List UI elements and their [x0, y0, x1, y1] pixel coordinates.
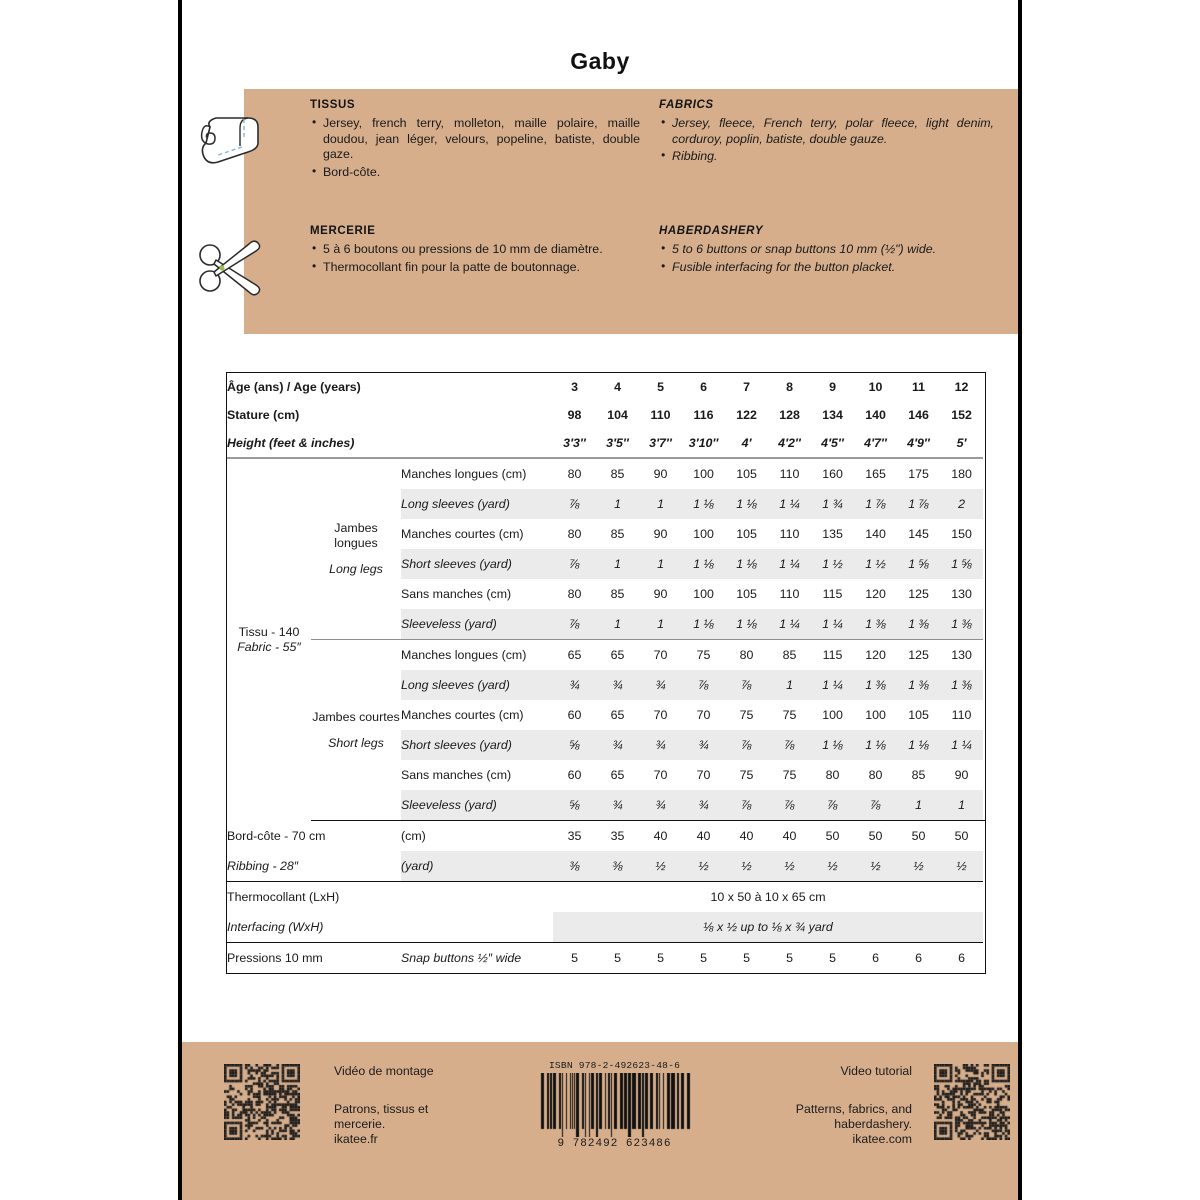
- data-cell: 80: [739, 648, 754, 662]
- header-cell: 152: [951, 408, 972, 422]
- haberdashery-en-list: [659, 242, 994, 275]
- header-cell: 5: [657, 380, 664, 394]
- data-cell: 5: [657, 951, 664, 965]
- data-cell: 1: [639, 549, 682, 579]
- data-cell: 85: [610, 467, 625, 481]
- leg-group-label-en: Short legs: [328, 735, 384, 750]
- data-cell: 1: [639, 489, 682, 519]
- header-cell: 4: [614, 380, 621, 394]
- header-cell: 9: [829, 380, 836, 394]
- data-cell: ⅞: [768, 790, 811, 820]
- header-cell: 110: [650, 408, 671, 422]
- data-cell: 120: [865, 587, 886, 601]
- data-cell: 115: [822, 648, 843, 662]
- data-cell: 35: [567, 829, 582, 843]
- header-cell: 3′3″: [563, 436, 586, 450]
- header-row-label: Stature (cm): [227, 408, 300, 422]
- row-label: Sans manches (cm): [401, 768, 512, 782]
- haberdashery-fr-list: [310, 242, 640, 275]
- pattern-back-cover-page: [178, 0, 1022, 1200]
- data-cell: ¾: [639, 670, 682, 700]
- data-cell: 40: [653, 829, 668, 843]
- footer-right-line4[interactable]: ikatee.com: [852, 1132, 912, 1146]
- data-cell: 115: [822, 587, 843, 601]
- data-cell: ⅞: [682, 670, 725, 700]
- fabrics-french-column: [310, 99, 640, 182]
- fabric-group-label: [227, 458, 311, 821]
- data-cell: 65: [610, 708, 625, 722]
- header-cell: 7: [743, 380, 750, 394]
- data-cell: 130: [951, 587, 972, 601]
- data-cell: ½: [725, 851, 768, 881]
- data-cell: 75: [696, 648, 711, 662]
- data-cell: 1 ⅝: [897, 549, 940, 579]
- isbn-text: ISBN 978-2-492623-48-6: [548, 1060, 681, 1071]
- header-cell: 4′7″: [864, 436, 887, 450]
- header-cell: 3: [571, 380, 578, 394]
- barcode-number: 9 782492 623486: [557, 1138, 672, 1150]
- data-cell: 1: [897, 790, 940, 820]
- row-label: Sans manches (cm): [401, 587, 512, 601]
- data-cell: 1 ¼: [768, 489, 811, 519]
- list-item: • Fusible interfacing for the button placket.: [659, 260, 994, 276]
- data-cell: 70: [653, 768, 668, 782]
- data-cell: 5: [786, 951, 793, 965]
- materials-info-panel: [244, 89, 1022, 334]
- footer-left-line1: Vidéo de montage: [334, 1064, 434, 1078]
- data-cell: 85: [610, 527, 625, 541]
- row-label: Short sleeves (yard): [401, 549, 553, 579]
- data-cell: 1 ⅛: [682, 489, 725, 519]
- haberdashery-french-column: [310, 225, 640, 277]
- table-header-row: [227, 373, 985, 401]
- table-header-row: [227, 401, 985, 429]
- header-cell: 104: [607, 408, 628, 422]
- qr-code-icon[interactable]: [224, 1064, 300, 1140]
- ribbing-label: Bord-côte - 70 cm: [227, 829, 326, 843]
- data-cell: 1 ⅛: [682, 609, 725, 640]
- data-cell: 60: [567, 708, 582, 722]
- header-cell: 3′5″: [606, 436, 629, 450]
- haberdashery-english-column: [659, 225, 994, 277]
- measurements-table-container: [226, 372, 986, 974]
- data-cell: ⅞: [725, 670, 768, 700]
- data-cell: 40: [739, 829, 754, 843]
- data-cell: ¾: [639, 730, 682, 760]
- header-cell: 3′10″: [688, 436, 719, 450]
- row-label: Sleeveless (yard): [401, 790, 553, 820]
- data-cell: ⅞: [811, 790, 854, 820]
- data-cell: 1 ¼: [940, 730, 983, 760]
- data-cell: 50: [911, 829, 926, 843]
- data-cell: 105: [736, 587, 757, 601]
- data-cell: 1 ¾: [811, 489, 854, 519]
- fabrics-en-title: FABRICS: [659, 99, 714, 111]
- row-label: Manches courtes (cm): [401, 527, 524, 541]
- footer-right-line3: haberdashery.: [834, 1117, 912, 1131]
- data-cell: 60: [567, 768, 582, 782]
- data-cell: 100: [822, 708, 843, 722]
- data-cell: 120: [865, 648, 886, 662]
- header-cell: 10: [868, 380, 883, 394]
- data-cell: ¾: [596, 730, 639, 760]
- footer-left-line2: Patrons, tissus et: [334, 1102, 429, 1116]
- list-item: • 5 à 6 boutons ou pressions de 10 mm de diamètre.: [310, 242, 640, 258]
- data-cell: 1 ⅜: [897, 609, 940, 640]
- data-cell: 40: [782, 829, 797, 843]
- data-cell: 110: [779, 587, 800, 601]
- data-cell: ⅞: [768, 730, 811, 760]
- data-cell: 75: [782, 768, 797, 782]
- data-cell: 2: [940, 489, 983, 519]
- data-cell: 6: [915, 951, 922, 965]
- data-cell: ½: [940, 851, 983, 881]
- data-cell: 1 ¼: [768, 609, 811, 640]
- list-item: • Bord-côte.: [310, 165, 640, 181]
- footer-left-text: [334, 1064, 434, 1147]
- data-cell: 85: [911, 768, 926, 782]
- data-cell: ½: [639, 851, 682, 881]
- header-row-label: Height (feet & inches): [227, 436, 355, 450]
- data-cell: ¾: [596, 790, 639, 820]
- data-cell: ⅞: [553, 489, 596, 519]
- data-cell: 1: [639, 609, 682, 640]
- fabrics-english-column: [659, 99, 994, 167]
- data-cell: 70: [696, 708, 711, 722]
- data-cell: 125: [908, 648, 929, 662]
- data-cell: 1 ⅜: [897, 670, 940, 700]
- data-cell: 135: [822, 527, 843, 541]
- page-title: Gaby: [570, 48, 630, 74]
- data-cell: 125: [908, 587, 929, 601]
- list-item: • Ribbing.: [659, 149, 994, 165]
- data-cell: 75: [739, 768, 754, 782]
- data-cell: 150: [951, 527, 972, 541]
- interfacing-value: ⅛ x ½ up to ⅛ x ¾ yard: [553, 912, 983, 942]
- data-cell: 70: [653, 648, 668, 662]
- data-cell: 6: [958, 951, 965, 965]
- snaps-label-en: Snap buttons ½″ wide: [401, 951, 522, 965]
- data-cell: 1 ⅛: [811, 730, 854, 760]
- data-cell: 180: [951, 467, 972, 481]
- table-row: [227, 882, 985, 913]
- data-cell: 5: [614, 951, 621, 965]
- data-cell: ⅞: [725, 730, 768, 760]
- header-cell: 116: [693, 408, 714, 422]
- haberdashery-en-title: HABERDASHERY: [659, 225, 764, 237]
- header-cell: 140: [865, 408, 886, 422]
- snaps-label-fr: Pressions 10 mm: [227, 951, 323, 965]
- data-cell: 65: [567, 648, 582, 662]
- footer-left-line3: mercerie.: [334, 1117, 386, 1131]
- row-label: Manches longues (cm): [401, 648, 527, 662]
- list-item: • Jersey, fleece, French terry, polar fleece, light denim, corduroy, poplin, batiste, double gauze.: [659, 116, 994, 147]
- header-cell: 12: [954, 380, 969, 394]
- data-cell: 1 ⅜: [940, 609, 983, 640]
- data-cell: 1 ⅛: [854, 730, 897, 760]
- data-cell: 80: [567, 587, 582, 601]
- data-cell: ½: [854, 851, 897, 881]
- data-cell: ⅝: [553, 790, 596, 820]
- data-cell: ½: [768, 851, 811, 881]
- data-cell: 145: [908, 527, 929, 541]
- data-cell: 6: [872, 951, 879, 965]
- data-cell: ¾: [639, 790, 682, 820]
- data-cell: ½: [682, 851, 725, 881]
- footer-bar: [182, 1042, 1018, 1200]
- list-item: • Jersey, french terry, molleton, maille polaire, maille doudou, jean léger, velours, popeline, batiste, double gaze.: [310, 116, 640, 163]
- haberdashery-fr-title: MERCERIE: [310, 225, 376, 237]
- header-cell: 11: [911, 380, 926, 394]
- data-cell: 80: [567, 527, 582, 541]
- fabric-group-label-en: Fabric - 55″: [237, 639, 301, 654]
- data-cell: 1 ⅜: [854, 609, 897, 640]
- data-cell: 80: [825, 768, 840, 782]
- footer-right-text: [742, 1064, 912, 1147]
- leg-group-label-fr: Jambes longues: [334, 521, 378, 550]
- data-cell: 65: [610, 768, 625, 782]
- barcode-icon: [535, 1073, 695, 1137]
- data-cell: 5: [700, 951, 707, 965]
- data-cell: ⅝: [553, 730, 596, 760]
- fabric-group-label-fr: Tissu - 140: [238, 624, 300, 639]
- data-cell: ⅜: [553, 851, 596, 881]
- header-cell: 4′2″: [778, 436, 801, 450]
- data-cell: 1 ⅝: [940, 549, 983, 579]
- data-cell: ⅞: [553, 609, 596, 640]
- header-cell: 5′: [956, 436, 967, 450]
- row-label: Manches longues (cm): [401, 467, 527, 481]
- measurements-table: [227, 373, 985, 973]
- data-cell: 35: [610, 829, 625, 843]
- data-cell: 5: [829, 951, 836, 965]
- data-cell: 80: [567, 467, 582, 481]
- data-cell: 5: [571, 951, 578, 965]
- data-cell: 80: [868, 768, 883, 782]
- table-row: [227, 821, 985, 852]
- data-cell: 110: [779, 467, 800, 481]
- data-cell: 85: [610, 587, 625, 601]
- data-cell: 110: [779, 527, 800, 541]
- data-cell: ½: [811, 851, 854, 881]
- footer-right-line2: Patterns, fabrics, and: [795, 1102, 912, 1116]
- qr-code-icon[interactable]: [934, 1064, 1010, 1140]
- header-cell: 128: [779, 408, 800, 422]
- data-cell: 1 ¼: [768, 549, 811, 579]
- footer-right-qr[interactable]: [934, 1064, 1010, 1145]
- data-cell: 140: [865, 527, 886, 541]
- data-cell: 105: [908, 708, 929, 722]
- leg-group-label-en: Long legs: [329, 562, 383, 576]
- data-cell: ⅞: [854, 790, 897, 820]
- data-cell: 105: [736, 467, 757, 481]
- data-cell: 90: [653, 467, 668, 481]
- table-row: [227, 640, 985, 671]
- data-cell: 1 ⅛: [725, 489, 768, 519]
- fabrics-fr-title: TISSUS: [310, 99, 356, 111]
- data-cell: 1: [768, 670, 811, 700]
- header-cell: 8: [786, 380, 793, 394]
- data-cell: 50: [825, 829, 840, 843]
- list-item: • Thermocollant fin pour la patte de boutonnage.: [310, 260, 640, 276]
- data-cell: 160: [822, 467, 843, 481]
- row-label: Manches courtes (cm): [401, 708, 524, 722]
- data-cell: 100: [693, 467, 714, 481]
- header-cell: 98: [567, 408, 582, 422]
- data-cell: 85: [782, 648, 797, 662]
- data-cell: 50: [954, 829, 969, 843]
- data-cell: 1 ½: [854, 549, 897, 579]
- data-cell: ¾: [553, 670, 596, 700]
- data-cell: ½: [897, 851, 940, 881]
- table-row: [227, 912, 985, 942]
- data-cell: 1 ⅛: [682, 549, 725, 579]
- data-cell: ¾: [596, 670, 639, 700]
- data-cell: 5: [743, 951, 750, 965]
- data-cell: 105: [736, 527, 757, 541]
- header-row-label: Âge (ans) / Age (years): [227, 380, 361, 394]
- data-cell: 1: [596, 609, 639, 640]
- ribbing-unit: (cm): [401, 829, 426, 843]
- row-label: Long sleeves (yard): [401, 670, 553, 700]
- data-cell: ⅞: [725, 790, 768, 820]
- header-cell: 6: [700, 380, 707, 394]
- scissors-icon: [182, 231, 274, 309]
- fabric-roll-icon: [182, 105, 274, 183]
- leg-group-label-fr: Jambes courtes: [312, 709, 400, 724]
- interfacing-value: 10 x 50 à 10 x 65 cm: [710, 890, 826, 904]
- data-cell: 1 ⅜: [854, 670, 897, 700]
- data-cell: 1: [596, 489, 639, 519]
- row-label: Sleeveless (yard): [401, 609, 553, 640]
- data-cell: 1 ½: [811, 549, 854, 579]
- data-cell: 70: [696, 768, 711, 782]
- ribbing-label: Ribbing - 28″: [227, 859, 299, 873]
- fabrics-en-list: [659, 116, 994, 165]
- data-cell: 175: [908, 467, 929, 481]
- data-cell: 70: [653, 708, 668, 722]
- data-cell: 110: [951, 708, 972, 722]
- fabrics-fr-list: [310, 116, 640, 180]
- interfacing-label: Thermocollant (LxH): [227, 890, 340, 904]
- table-row: [227, 851, 985, 881]
- barcode-block: [527, 1060, 702, 1150]
- data-cell: 75: [739, 708, 754, 722]
- data-cell: ⅞: [553, 549, 596, 579]
- data-cell: 90: [653, 527, 668, 541]
- data-cell: 1 ⅛: [725, 609, 768, 640]
- data-cell: 90: [653, 587, 668, 601]
- data-cell: 1 ¼: [811, 670, 854, 700]
- row-label: Short sleeves (yard): [401, 730, 553, 760]
- data-cell: 1: [596, 549, 639, 579]
- data-cell: 100: [865, 708, 886, 722]
- data-cell: 1 ⅛: [897, 730, 940, 760]
- data-cell: 100: [693, 587, 714, 601]
- footer-left-line4[interactable]: ikatee.fr: [334, 1132, 378, 1146]
- leg-group-label: [311, 640, 401, 821]
- data-cell: ⅜: [596, 851, 639, 881]
- table-header-row: [227, 429, 985, 457]
- table-row: [227, 458, 985, 489]
- list-item: • 5 to 6 buttons or snap buttons 10 mm (½") wide.: [659, 242, 994, 258]
- data-cell: 65: [610, 648, 625, 662]
- header-cell: 4′5″: [821, 436, 844, 450]
- data-cell: 75: [782, 708, 797, 722]
- data-cell: ¾: [682, 790, 725, 820]
- data-cell: 1 ⅛: [725, 549, 768, 579]
- data-cell: ¾: [682, 730, 725, 760]
- header-cell: 122: [736, 408, 757, 422]
- header-cell: 146: [908, 408, 929, 422]
- leg-group-label: [311, 458, 401, 640]
- data-cell: 1 ⅜: [940, 670, 983, 700]
- row-label: Long sleeves (yard): [401, 489, 553, 519]
- data-cell: 1 ⅞: [854, 489, 897, 519]
- footer-left-qr[interactable]: [224, 1064, 300, 1145]
- data-cell: 1 ¼: [811, 609, 854, 640]
- data-cell: 1: [940, 790, 983, 820]
- header-cell: 134: [822, 408, 843, 422]
- data-cell: 130: [951, 648, 972, 662]
- table-row: [227, 943, 985, 974]
- interfacing-label: Interfacing (WxH): [227, 920, 324, 934]
- data-cell: 40: [696, 829, 711, 843]
- header-cell: 4′: [741, 436, 752, 450]
- ribbing-unit: (yard): [401, 851, 553, 881]
- data-cell: 165: [865, 467, 886, 481]
- data-cell: 100: [693, 527, 714, 541]
- footer-right-line1: Video tutorial: [840, 1064, 912, 1078]
- data-cell: 1 ⅞: [897, 489, 940, 519]
- header-cell: 4′9″: [907, 436, 930, 450]
- data-cell: 90: [954, 768, 969, 782]
- header-cell: 3′7″: [649, 436, 672, 450]
- data-cell: 50: [868, 829, 883, 843]
